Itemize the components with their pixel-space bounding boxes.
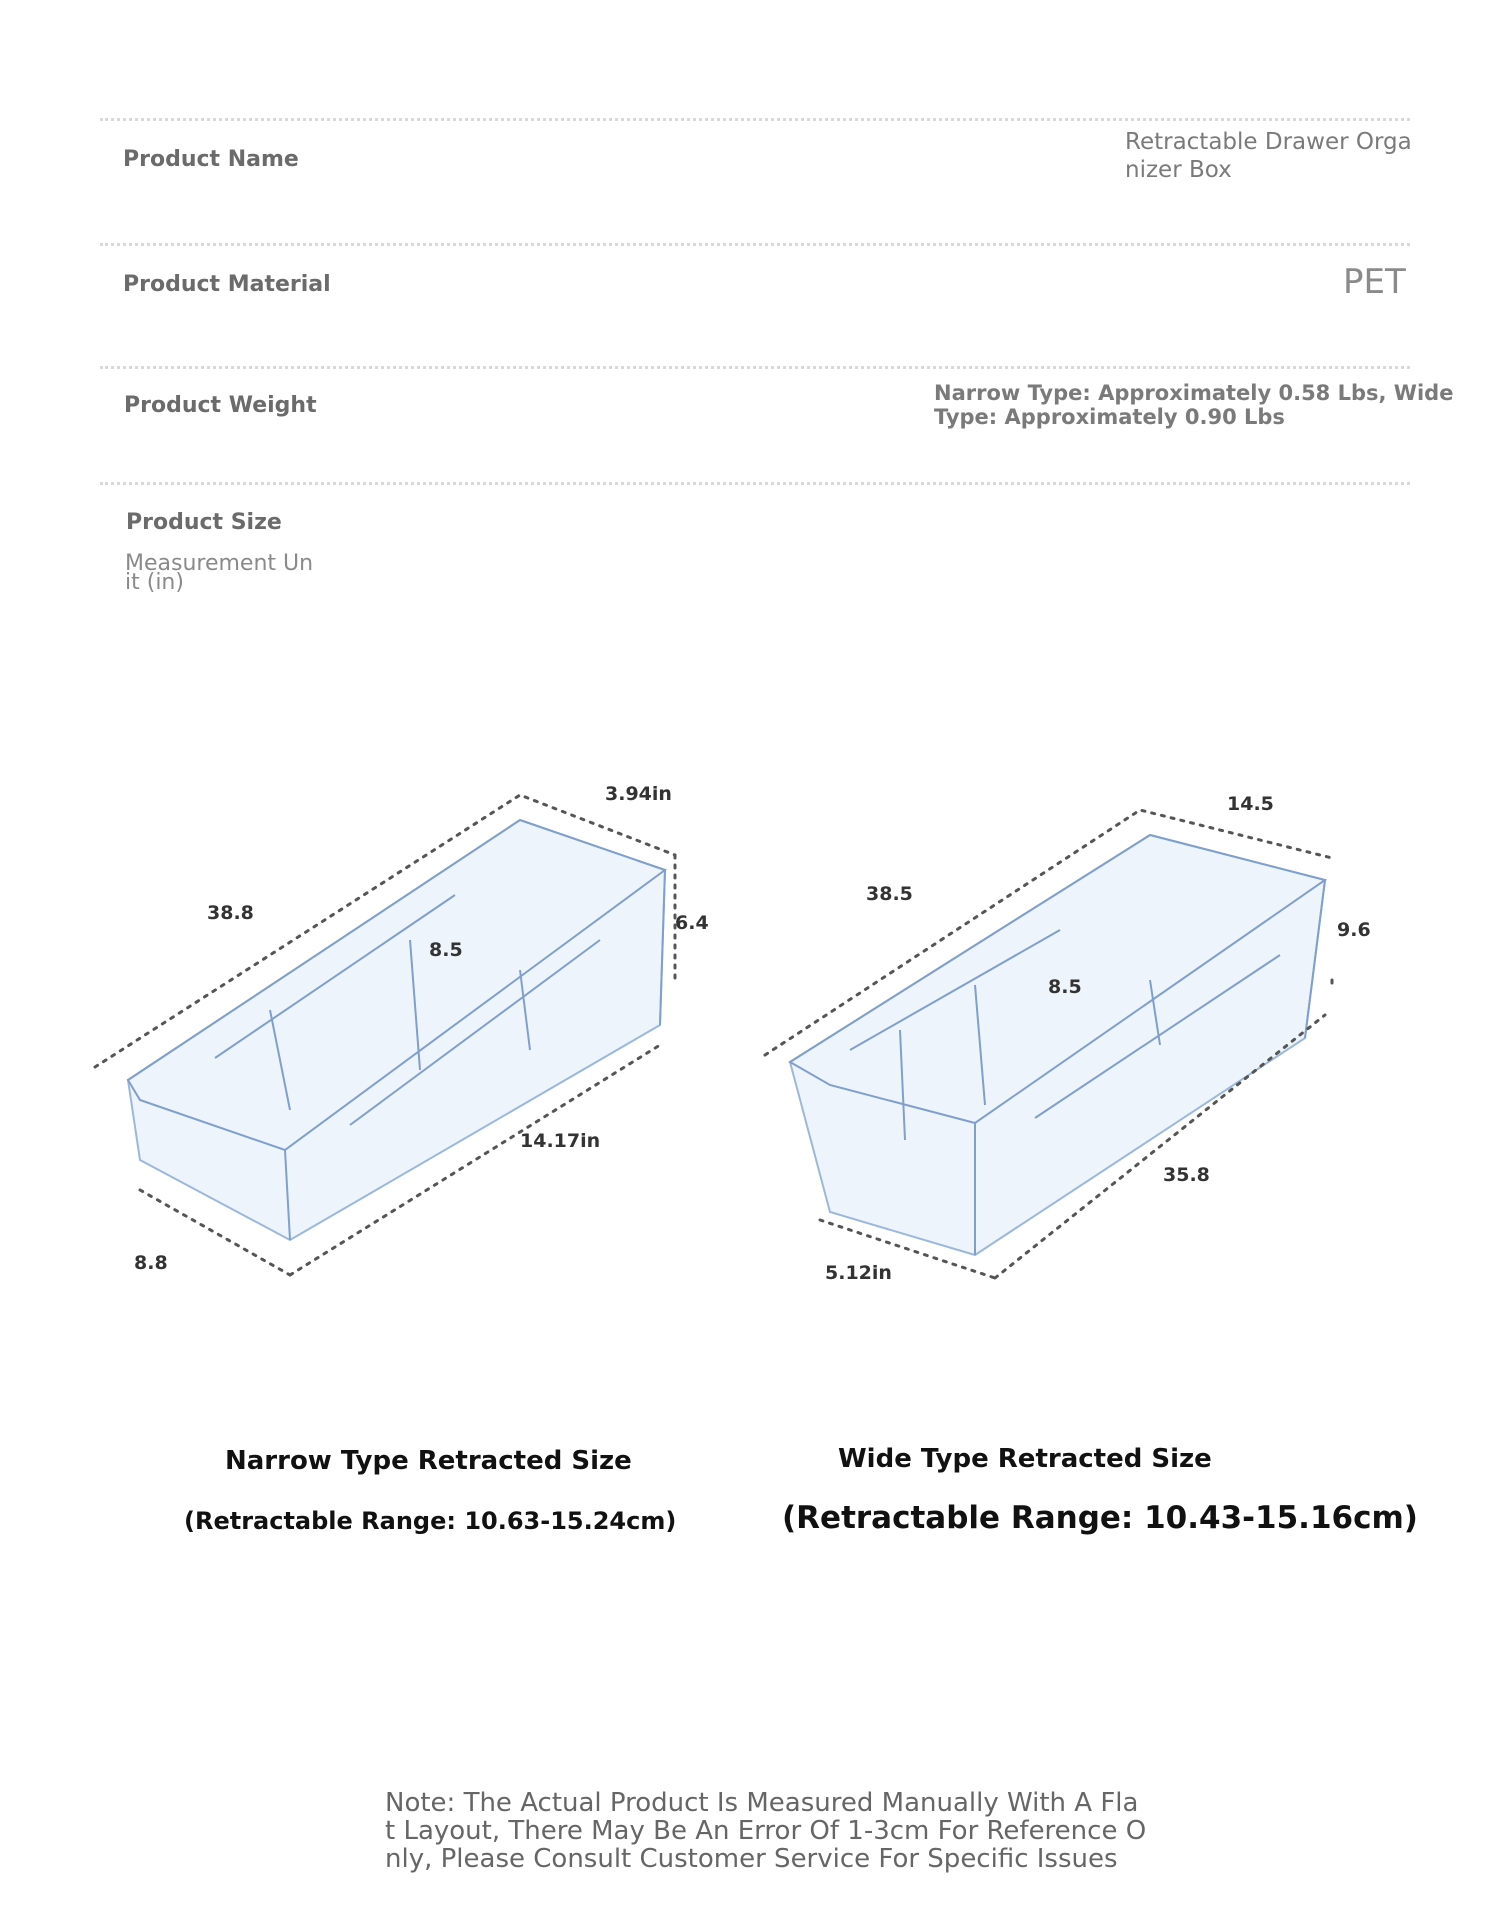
narrow-dim-front: 8.8 [134,1252,168,1274]
product-material-label: Product Material [123,272,331,297]
measurement-unit: Measurement Un it (in) [125,551,314,595]
product-name-value: Retractable Drawer Orga nizer Box [1125,129,1412,183]
narrow-caption: Narrow Type Retracted Size [225,1446,632,1476]
narrow-box-image [128,820,665,1240]
measurement-note: Note: The Actual Product Is Measured Manually With A Fla t Layout, There May Be An Error Of 1-3cm For Reference O nly, Please Consult Customer Service For Specific Issues [385,1788,1147,1874]
narrow-dim-top: 3.94in [605,783,672,805]
narrow-dim-left: 38.8 [207,902,254,924]
wide-dim-front: 5.12in [825,1262,892,1284]
divider [100,482,1410,485]
product-name-label: Product Name [123,147,299,172]
wide-dim-top: 14.5 [1227,793,1274,815]
wide-dim-right: 9.6 [1337,919,1371,941]
narrow-dim-inner: 8.5 [429,939,463,961]
product-size-label: Product Size [126,510,282,535]
wide-dim-bottom: 35.8 [1163,1164,1210,1186]
divider [100,118,1410,121]
narrow-dim-right: 6.4 [675,912,709,934]
divider [100,243,1410,246]
wide-range: (Retractable Range: 10.43-15.16cm) [782,1500,1418,1536]
wide-dim-inner: 8.5 [1048,976,1082,998]
product-weight-label: Product Weight [124,393,317,418]
product-weight-value: Narrow Type: Approximately 0.58 Lbs, Wide Type: Approximately 0.90 Lbs [934,381,1454,429]
narrow-range: (Retractable Range: 10.63-15.24cm) [184,1507,677,1535]
wide-dim-left: 38.5 [866,883,913,905]
divider [100,366,1410,369]
wide-caption: Wide Type Retracted Size [838,1444,1212,1474]
product-material-value: PET [1343,262,1406,302]
narrow-dim-bottom: 14.17in [520,1130,601,1152]
product-illustration [0,740,1500,1300]
